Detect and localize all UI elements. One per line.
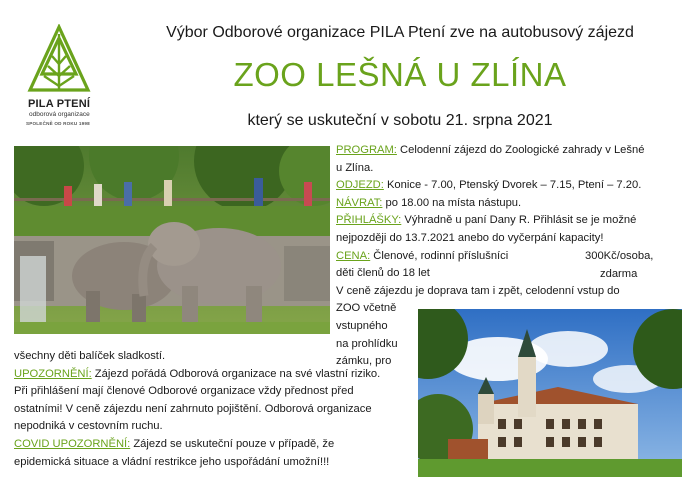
program-label: PROGRAM: bbox=[336, 144, 397, 156]
upozorneni-label: UPOZORNĚNÍ: bbox=[14, 367, 92, 380]
upozorneni-line2: Při přihlášení mají členové Odborové organizace vždy přednost před bbox=[14, 385, 354, 398]
price-members: 300Kč/osoba, bbox=[585, 250, 654, 262]
covid-text: Zájezd se uskuteční pouze v případě, že bbox=[130, 437, 335, 450]
cena-line2: děti členů do 18 let bbox=[336, 267, 430, 280]
event-title: ZOO LEŠNÁ U ZLÍNA bbox=[233, 56, 567, 93]
cena-label: CENA: bbox=[336, 249, 371, 262]
upozorneni-line3: ostatními! V ceně zájezdu není zahrnuto pojištění. Odborová organizace bbox=[14, 402, 372, 415]
program-line bbox=[336, 142, 676, 160]
logo-subtitle: odborová organizace bbox=[29, 111, 90, 118]
covid-label: COVID UPOZORNĚNÍ: bbox=[14, 437, 131, 450]
prihlasky-label: PŘIHLÁŠKY: bbox=[336, 214, 402, 227]
castle-photo bbox=[418, 309, 682, 477]
odjezd-line bbox=[336, 177, 676, 195]
logo-since: SPOLEČNĚ OD ROKU 1998 bbox=[26, 121, 90, 126]
included-line6: všechny děti balíček sladkostí. bbox=[14, 350, 166, 362]
included-line3: vstupného bbox=[336, 319, 388, 332]
event-date-line: který se uskuteční v sobotu 21. srpna 2021 bbox=[247, 112, 553, 129]
navrat-text: po 18.00 na místa nástupu. bbox=[382, 196, 522, 209]
upozorneni-text: Zájezd pořádá Odborová organizace na své vlastní riziko. bbox=[91, 367, 381, 380]
included-line5: zámku, pro bbox=[336, 355, 392, 368]
prihlasky-text: Výhradně u paní Dany R. Přihlásit se je možné bbox=[401, 214, 637, 227]
included-line4: na prohlídku bbox=[336, 337, 398, 350]
navrat-label: NÁVRAT: bbox=[336, 196, 383, 209]
program-text-cont: u Zlína. bbox=[336, 161, 374, 174]
navrat-line bbox=[336, 195, 676, 213]
invitation-line: Výbor Odborové organizace PILA Ptení zve na autobusový zájezd bbox=[166, 24, 634, 41]
program-text: Celodenní zájezd do Zoologické zahrady v Lešné bbox=[396, 144, 645, 156]
odjezd-text: Konice - 7.00, Ptenský Dvorek – 7.15, Ptení – 7.20. bbox=[383, 179, 642, 192]
cena-text: Členové, rodinní příslušníci bbox=[370, 249, 509, 262]
prihlasky-line bbox=[336, 212, 676, 230]
upozorneni-line bbox=[14, 366, 410, 384]
price-children: zdarma bbox=[600, 267, 638, 280]
upozorneni-line4: nepodniká v cestovním ruchu. bbox=[14, 420, 163, 433]
notice-block bbox=[14, 348, 410, 471]
included-line1: V ceně zájezdu je doprava tam i zpět, celodenní vstup do bbox=[336, 284, 620, 297]
covid-line bbox=[14, 436, 410, 454]
logo-name: PILA PTENÍ bbox=[28, 98, 91, 110]
tree-logo-icon bbox=[24, 24, 94, 94]
odjezd-label: ODJEZD: bbox=[336, 179, 384, 192]
included-line2: ZOO včetně bbox=[336, 302, 397, 315]
pila-pteni-logo bbox=[24, 24, 100, 94]
prihlasky-text-cont: nejpozději do 13.7.2021 anebo do vyčerpání kapacity! bbox=[336, 231, 604, 244]
covid-line2: epidemická situace a vládní restrikce jeho uspořádání umožní!!! bbox=[14, 455, 330, 468]
elephants-photo bbox=[14, 146, 330, 334]
